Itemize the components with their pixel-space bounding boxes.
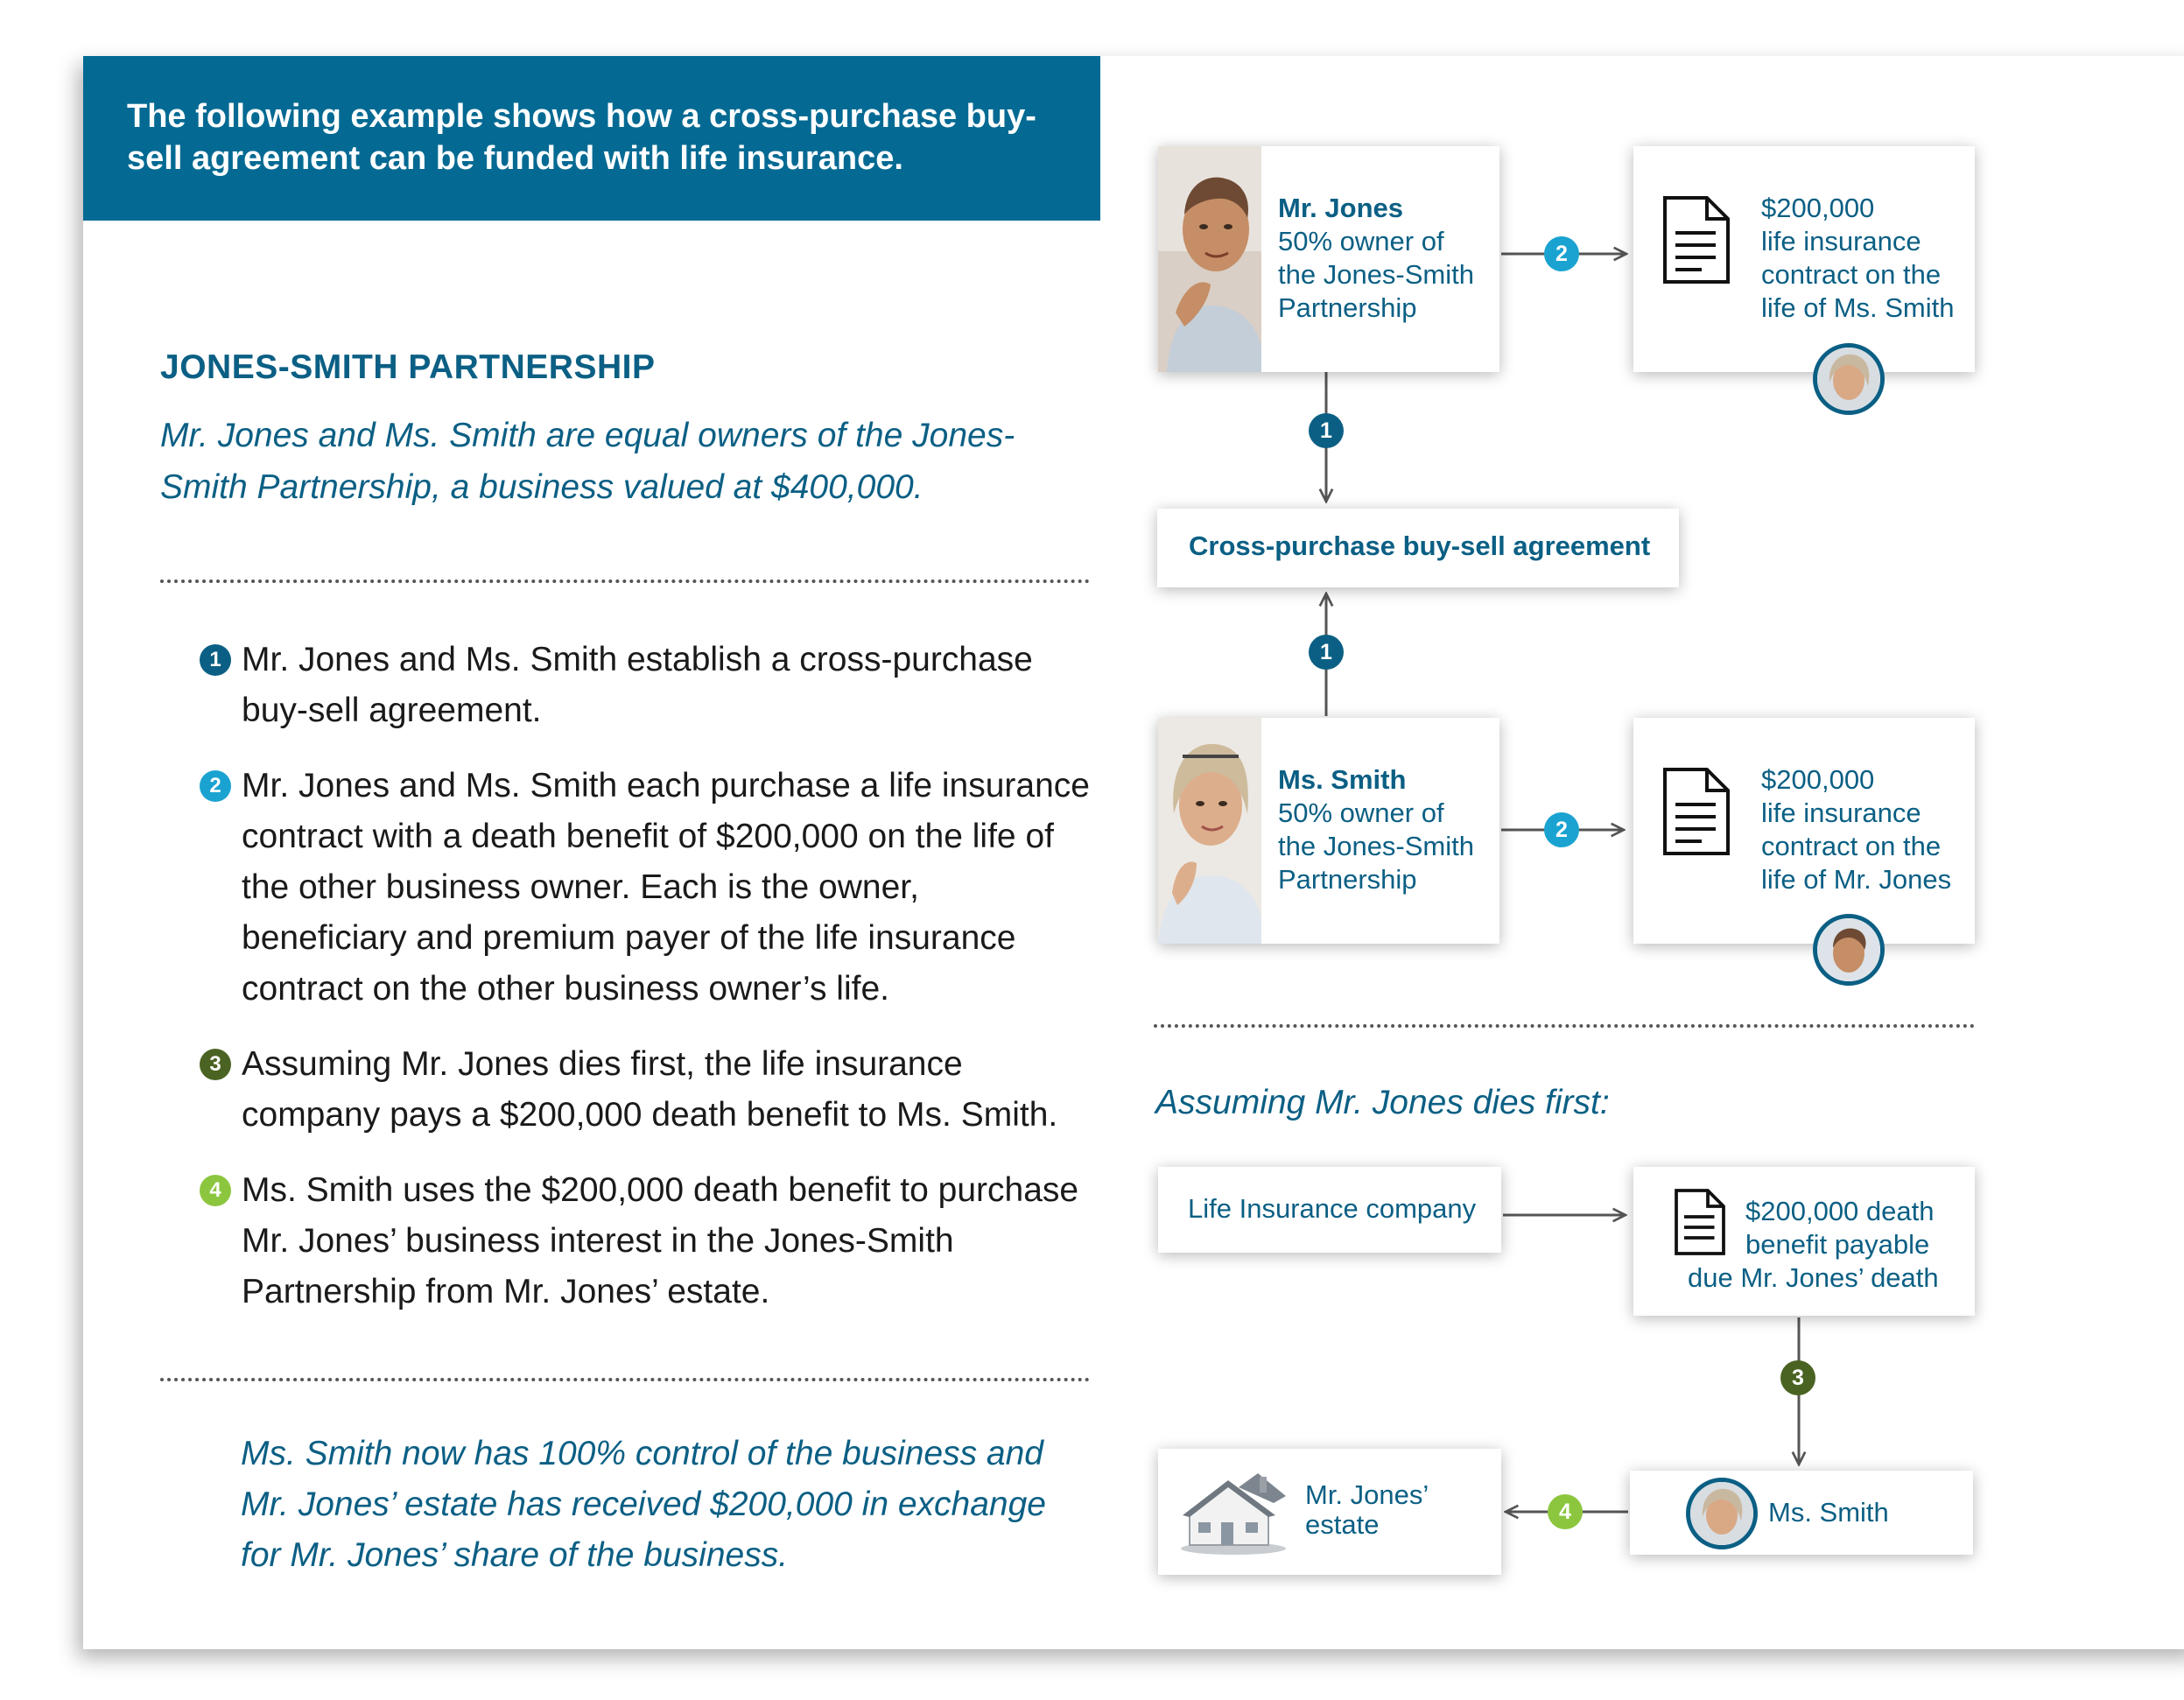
smith-photo: [1158, 718, 1261, 944]
jones-line-2: the Jones-Smith: [1278, 259, 1474, 290]
step-text: Mr. Jones and Ms. Smith each purchase a life insurance contract with a death benefit of $200,000 on the life of the other business owner. Each is the owner, beneficiary and premium payer of the life insurance contract on the other business owner’s life.: [242, 767, 1090, 1008]
document-icon: [1661, 766, 1731, 857]
jones-line-1: 50% owner of: [1278, 226, 1444, 256]
smith-name: Ms. Smith: [1278, 764, 1407, 795]
banner-text: The following example shows how a cross-purchase buy-sell agreement can be funded with life insurance.: [127, 98, 1036, 177]
step-number-badge: 2: [200, 770, 231, 802]
step-number-badge: 1: [200, 644, 231, 676]
document-icon: [1674, 1188, 1726, 1256]
smith-avatar-icon: [1813, 343, 1885, 415]
estate-line-1: Mr. Jones’: [1305, 1479, 1429, 1510]
step-badge-2: 2: [1544, 812, 1579, 847]
benefit-line-1: $200,000 death: [1745, 1196, 1935, 1226]
estate-text: [1305, 1480, 1429, 1540]
conclusion-text: Ms. Smith now has 100% control of the business and Mr. Jones’ estate has received $200,000 in exchange for Mr. Jones’ share of the business.: [241, 1435, 1046, 1574]
policy-line-4: life of Ms. Smith: [1761, 292, 1955, 323]
smith-avatar-icon: [1686, 1478, 1758, 1549]
policy-line-4: life of Mr. Jones: [1761, 864, 1952, 895]
smith-line-1: 50% owner of: [1278, 797, 1444, 828]
step-text: Assuming Mr. Jones dies first, the life insurance company pays a $200,000 death benefit to Ms. Smith.: [242, 1045, 1058, 1134]
insurer-card: [1158, 1167, 1501, 1253]
jones-card-text: [1278, 192, 1474, 325]
policy-line-3: contract on the: [1761, 831, 1942, 861]
intro-text: Mr. Jones and Ms. Smith are equal owners of the Jones-Smith Partnership, a business valued at $400,000.: [160, 417, 1015, 506]
step-number-badge: 4: [200, 1175, 231, 1206]
step-badge-4: 4: [1548, 1494, 1583, 1529]
step-text: Ms. Smith uses the $200,000 death benefit to purchase Mr. Jones’ business interest in the Jones-Smith Partnership from Mr. Jones’ estate.: [242, 1171, 1079, 1310]
step-badge-2: 2: [1544, 236, 1579, 271]
estate-line-2: estate: [1305, 1509, 1380, 1540]
step-text: Mr. Jones and Ms. Smith establish a cross-purchase buy-sell agreement.: [242, 641, 1033, 729]
policy-amount: $200,000: [1761, 193, 1875, 223]
jones-card: [1158, 146, 1499, 372]
smith-card-text: [1278, 763, 1474, 896]
person-photo: [1158, 718, 1261, 944]
policy-on-jones-card: [1633, 718, 1975, 944]
jones-avatar-icon: [1813, 914, 1885, 986]
diagram-divider: [1154, 1024, 1975, 1028]
estate-card: [1158, 1449, 1501, 1575]
smith-card: [1158, 718, 1499, 944]
jones-photo: [1158, 146, 1261, 372]
scenario-heading: Assuming Mr. Jones dies first:: [1155, 1084, 1610, 1121]
policy-line-2: life insurance: [1761, 797, 1921, 828]
smith-line-3: Partnership: [1278, 864, 1417, 895]
agreement-label: Cross-purchase buy-sell agreement: [1189, 530, 1651, 561]
policy-line-3: contract on the: [1761, 259, 1942, 290]
house-icon: [1177, 1468, 1289, 1556]
benefit-card: [1633, 1167, 1975, 1316]
benefit-line-2: benefit payable: [1745, 1229, 1930, 1260]
benefit-text-a: [1745, 1195, 1935, 1261]
policy-line-2: life insurance: [1761, 226, 1921, 256]
policy-amount: $200,000: [1761, 764, 1875, 795]
policy-on-smith-card: [1633, 146, 1975, 372]
document-icon: [1661, 194, 1731, 285]
smith-recipient-card: [1630, 1471, 1973, 1555]
agreement-card: [1157, 509, 1679, 587]
insurer-label: Life Insurance company: [1188, 1193, 1477, 1224]
step-badge-3: 3: [1780, 1360, 1815, 1395]
jones-name: Mr. Jones: [1278, 193, 1403, 223]
person-photo: [1158, 146, 1261, 372]
policy-on-smith-text: [1761, 192, 1955, 325]
benefit-text-b: [1688, 1261, 1939, 1295]
step-badge-1: 1: [1309, 413, 1344, 448]
smith-recipient-label: Ms. Smith: [1768, 1497, 1889, 1528]
policy-on-jones-text: [1761, 763, 1951, 896]
benefit-line-3: due Mr. Jones’ death: [1688, 1262, 1939, 1293]
smith-line-2: the Jones-Smith: [1278, 831, 1474, 861]
step-number-badge: 3: [200, 1049, 231, 1080]
section-title: JONES-SMITH PARTNERSHIP: [160, 348, 656, 386]
jones-line-3: Partnership: [1278, 292, 1417, 323]
step-badge-1: 1: [1309, 635, 1344, 670]
